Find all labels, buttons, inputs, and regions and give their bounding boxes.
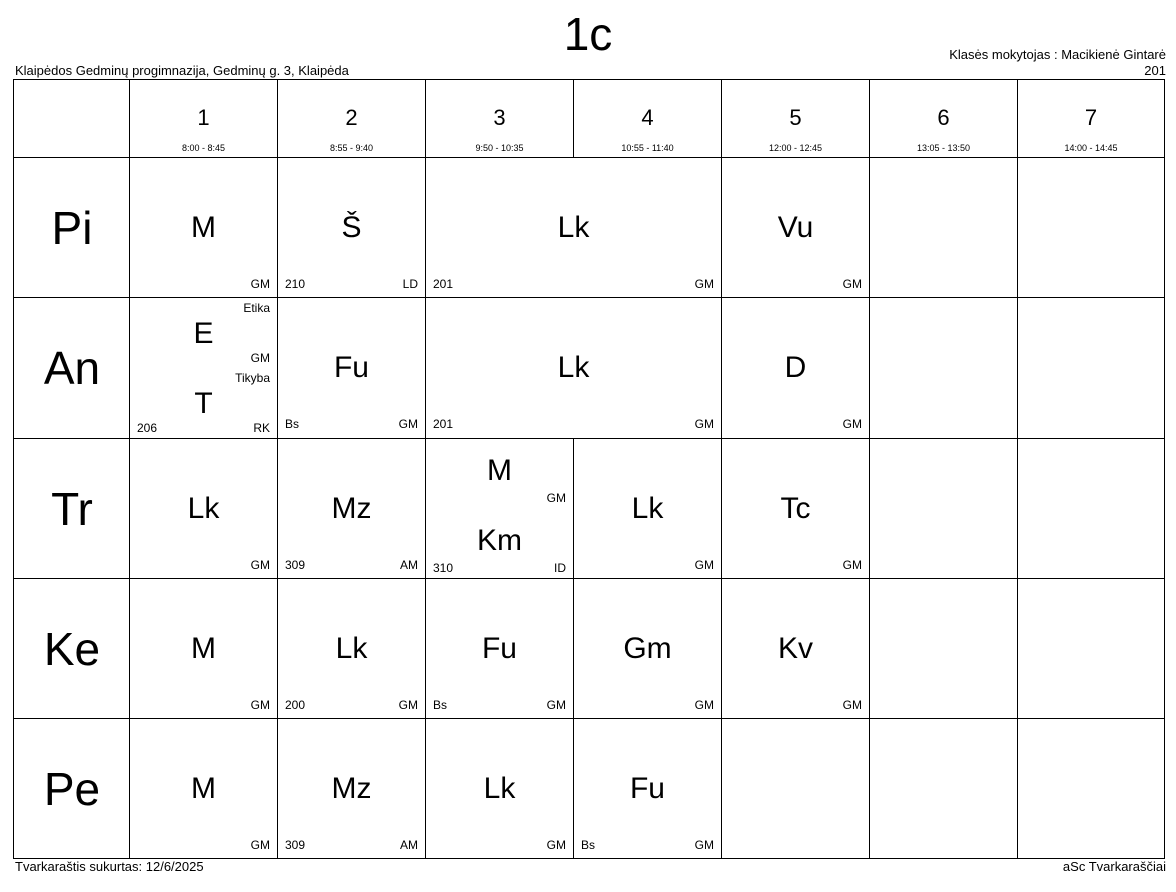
lesson-room: Bs [285,417,300,431]
lesson-teacher: AM [400,558,418,572]
lesson-subject: Lk [187,492,220,525]
lesson-subject: D [784,351,807,384]
lesson-subject: M [487,454,512,487]
lesson-subject: Tc [780,492,811,525]
lesson-subject: Kv [777,632,813,665]
lesson-subject: Lk [335,632,368,665]
class-teacher: Klasės mokytojas : Macikienė Gintarė [949,47,1166,62]
lesson-room: 210 [285,277,306,291]
lesson-teacher: GM [842,277,862,291]
lesson-subject: M [191,211,216,244]
period-time: 13:05 - 13:50 [916,143,971,153]
lesson-teacher: GM [398,698,418,712]
period-time: 8:55 - 9:40 [329,143,374,153]
day-label-pi: Pi [51,202,93,254]
lesson-cell[interactable] [130,298,278,369]
period-header-7 [1018,80,1164,158]
lesson-cell[interactable] [722,298,870,439]
class-title: 1c [563,8,613,60]
grid-line [1017,80,1018,858]
lesson-cell[interactable] [278,439,426,579]
lesson-subject: M [191,632,216,665]
lesson-subject: Gm [623,632,672,665]
lesson-subject: Fu [481,632,517,665]
lesson-subject: Km [477,524,522,557]
lesson-room: 309 [285,838,306,852]
period-number: 4 [641,105,654,130]
lesson-cell[interactable] [278,719,426,858]
lesson-subject: T [194,387,213,420]
lesson-cell[interactable] [278,298,426,439]
lesson-subject: Fu [629,772,665,805]
lesson-subject: Lk [483,772,516,805]
day-label-ke: Ke [43,623,101,675]
lesson-cell[interactable] [278,158,426,298]
lesson-cell[interactable] [722,158,870,298]
lesson-teacher: GM [250,558,270,572]
created-date: Tvarkaraštis sukurtas: 12/6/2025 [15,859,204,874]
period-time: 9:50 - 10:35 [475,143,524,153]
lesson-name: Tikyba [235,371,270,385]
lesson-teacher: GM [694,838,714,852]
period-number: 5 [789,105,802,130]
lesson-cell[interactable] [130,719,278,858]
lesson-teacher: RK [253,421,270,435]
lesson-cell[interactable] [130,439,278,579]
lesson-cell[interactable] [130,368,278,439]
lesson-subject: Vu [777,211,814,244]
lesson-cell[interactable] [426,719,574,858]
lesson-cell[interactable] [426,509,574,579]
lesson-teacher: GM [694,277,714,291]
day-label-tr: Tr [51,483,93,535]
lesson-teacher: GM [842,558,862,572]
period-time: 8:00 - 8:45 [181,143,226,153]
lesson-room: Bs [581,838,596,852]
lesson-teacher: LD [402,277,418,291]
lesson-room: 309 [285,558,306,572]
lesson-teacher: GM [250,277,270,291]
lesson-cell[interactable] [574,719,722,858]
lesson-subject: E [193,317,214,350]
lesson-teacher: GM [694,558,714,572]
lesson-subject: Lk [557,351,590,384]
lesson-teacher: ID [554,561,566,575]
lesson-teacher: GM [398,417,418,431]
lesson-room: 206 [137,421,158,435]
period-header-5 [722,80,869,158]
lesson-subject: Fu [333,351,369,384]
period-time: 12:00 - 12:45 [768,143,823,153]
lesson-cell[interactable] [574,579,722,719]
lesson-subject: Mz [331,492,372,525]
school-name: Klaipėdos Gedminų progimnazija, Gedminų g. 3, Klaipėda [15,63,349,78]
lesson-teacher: GM [694,698,714,712]
lesson-teacher: GM [546,698,566,712]
lesson-teacher: GM [546,491,566,505]
lesson-cell[interactable] [426,158,722,298]
lesson-room: 201 [433,277,454,291]
lesson-room: 201 [433,417,454,431]
lesson-teacher: GM [250,698,270,712]
lesson-cell[interactable] [130,158,278,298]
period-number: 2 [345,105,358,130]
period-header-6 [870,80,1017,158]
lesson-cell[interactable] [722,579,870,719]
period-header-1 [130,80,277,158]
lesson-room: 310 [433,561,454,575]
lesson-teacher: AM [400,838,418,852]
class-room: 201 [1144,63,1166,78]
timetable-grid [13,79,1165,859]
period-number: 3 [493,105,506,130]
period-header-3 [426,80,573,158]
day-label-an: An [43,342,101,394]
lesson-subject: Lk [557,211,590,244]
period-header-4 [574,80,721,158]
period-time: 10:55 - 11:40 [621,143,674,153]
lesson-cell[interactable] [278,579,426,719]
period-number: 6 [937,105,950,130]
lesson-subject: Š [341,211,362,244]
lesson-subject: M [191,772,216,805]
lesson-cell[interactable] [426,298,722,439]
day-label-pe: Pe [43,763,101,815]
lesson-subject: Mz [331,772,372,805]
lesson-teacher: GM [250,351,270,365]
period-number: 1 [197,105,210,130]
lesson-cell[interactable] [426,579,574,719]
lesson-cell[interactable] [574,439,722,579]
lesson-name: Etika [243,301,270,315]
lesson-cell[interactable] [130,579,278,719]
lesson-teacher: GM [250,838,270,852]
lesson-room: Bs [433,698,448,712]
lesson-teacher: GM [842,698,862,712]
period-time: 14:00 - 14:45 [1064,143,1118,153]
lesson-subject: Lk [631,492,664,525]
lesson-cell[interactable] [722,439,870,579]
lesson-teacher: GM [546,838,566,852]
app-credit: aSc Tvarkaraščiai [1062,859,1166,874]
lesson-teacher: GM [842,417,862,431]
lesson-teacher: GM [694,417,714,431]
period-header-2 [278,80,425,158]
lesson-room: 200 [285,698,306,712]
lesson-cell[interactable] [426,439,574,510]
period-number: 7 [1084,105,1098,130]
